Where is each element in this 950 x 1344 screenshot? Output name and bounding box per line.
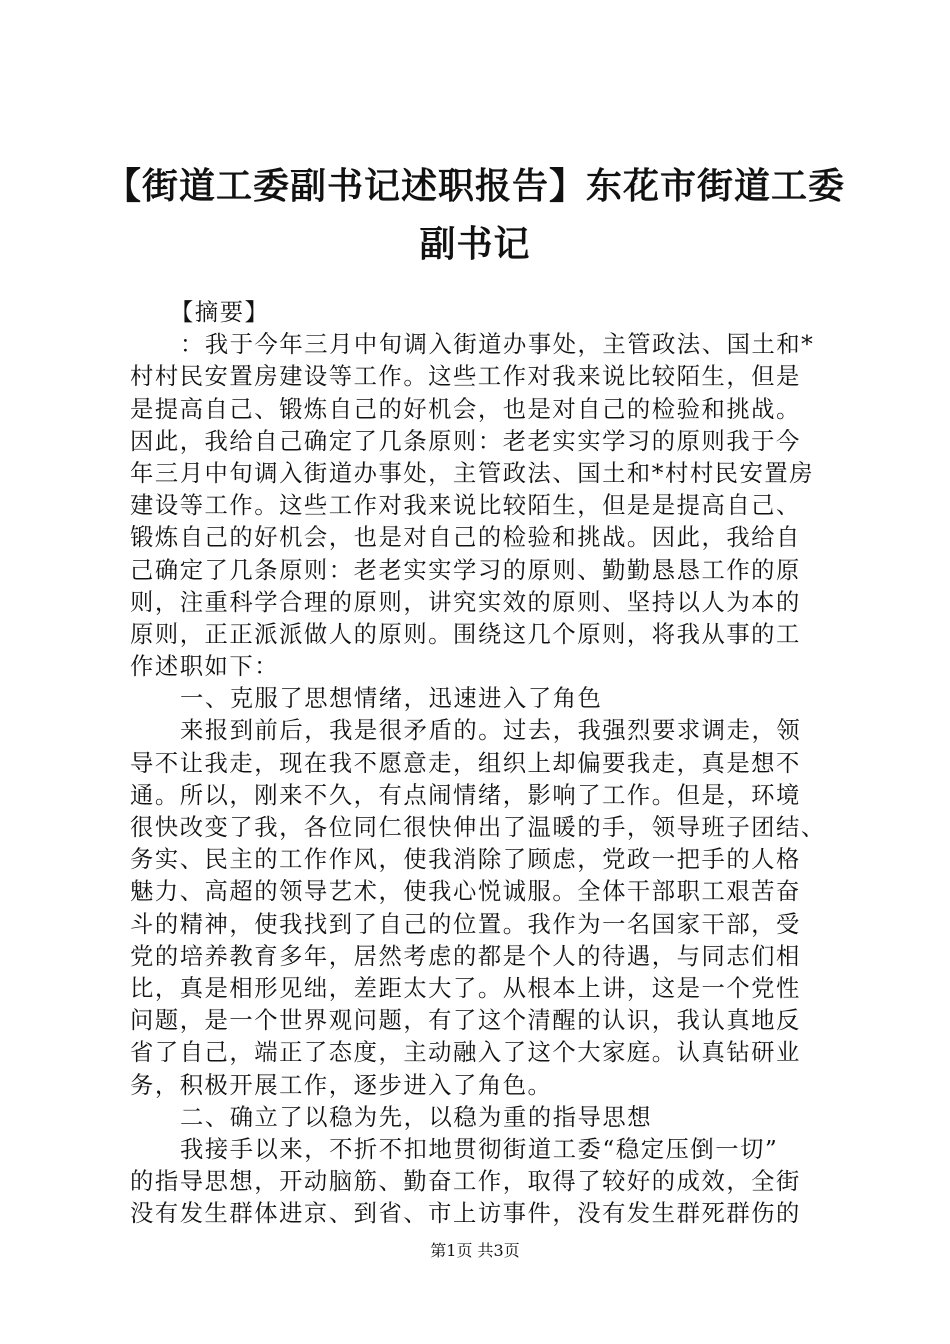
text-line: 务实、民主的工作作风，使我消除了顾虑，党政一把手的人格 — [130, 846, 801, 874]
text-line: 没有发生群体进京、到省、市上访事件，没有发生群死群伤的 — [130, 1200, 801, 1228]
text-line: 二、确立了以稳为先，以稳为重的指导思想 — [180, 1103, 653, 1131]
text-line: 的指导思想，开动脑筋、勤奋工作，取得了较好的成效，全街 — [130, 1168, 801, 1196]
text-line: 党的培养教育多年，居然考虑的都是个人的待遇，与同志们相 — [130, 942, 801, 970]
text-line: 一、克服了思想情绪，迅速进入了角色 — [180, 685, 603, 713]
text-line: 是提高自己、锻炼自己的好机会，也是对自己的检验和挑战。 — [130, 395, 801, 423]
page-footer: 第1页 共3页 — [430, 1241, 520, 1260]
text-line: 省了自己，端正了态度，主动融入了这个大家庭。认真钻研业 — [130, 1039, 801, 1067]
document-title-line-2: 副书记 — [419, 223, 531, 265]
text-line: 【摘要】 — [170, 299, 270, 326]
text-line: 原则，正正派派做人的原则。围绕这几个原则，将我从事的工 — [130, 620, 801, 648]
document-body — [130, 297, 830, 1230]
text-line: 年三月中旬调入街道办事处，主管政法、国土和*村村民安置房 — [130, 459, 815, 487]
text-line: 魅力、高超的领导艺术，使我心悦诚服。全体干部职工艰苦奋 — [130, 878, 801, 906]
text-line: 则，注重科学合理的原则，讲究实效的原则、坚持以人为本的 — [130, 588, 801, 616]
text-line: 导不让我走，现在我不愿意走，组织上却偏要我走，真是想不 — [130, 749, 801, 777]
text-line: ：我于今年三月中旬调入街道办事处，主管政法、国土和* — [180, 331, 815, 359]
text-line: 建设等工作。这些工作对我来说比较陌生，但是是提高自己、 — [130, 492, 801, 520]
document-title-line-1: 【街道工委副书记述职报告】东花市街道工委 — [104, 165, 845, 207]
text-line: 我接手以来，不折不扣地贯彻街道工委“稳定压倒一切” — [180, 1135, 779, 1163]
text-line: 作述职如下： — [130, 653, 280, 681]
text-line: 问题，是一个世界观问题，有了这个清醒的认识，我认真地反 — [130, 1007, 801, 1035]
text-line: 来报到前后，我是很矛盾的。过去，我强烈要求调走，领 — [180, 717, 802, 745]
text-line: 因此，我给自己确定了几条原则：老老实实学习的原则我于今 — [130, 427, 801, 455]
text-line: 锻炼自己的好机会，也是对自己的检验和挑战。因此，我给自 — [130, 524, 801, 552]
text-line: 很快改变了我，各位同仁很快伸出了温暖的手，领导班子团结、 — [130, 814, 826, 841]
text-line: 通。所以，刚来不久，有点闹情绪，影响了工作。但是，环境 — [130, 781, 801, 809]
text-line: 村村民安置房建设等工作。这些工作对我来说比较陌生，但是 — [130, 363, 801, 391]
text-line: 务，积极开展工作，逐步进入了角色。 — [130, 1071, 553, 1099]
text-line: 己确定了几条原则：老老实实学习的原则、勤勤恳恳工作的原 — [130, 556, 801, 584]
text-line: 比，真是相形见绌，差距太大了。从根本上讲，这是一个党性 — [130, 974, 801, 1002]
text-line: 斗的精神，使我找到了自己的位置。我作为一名国家干部，受 — [130, 910, 801, 938]
